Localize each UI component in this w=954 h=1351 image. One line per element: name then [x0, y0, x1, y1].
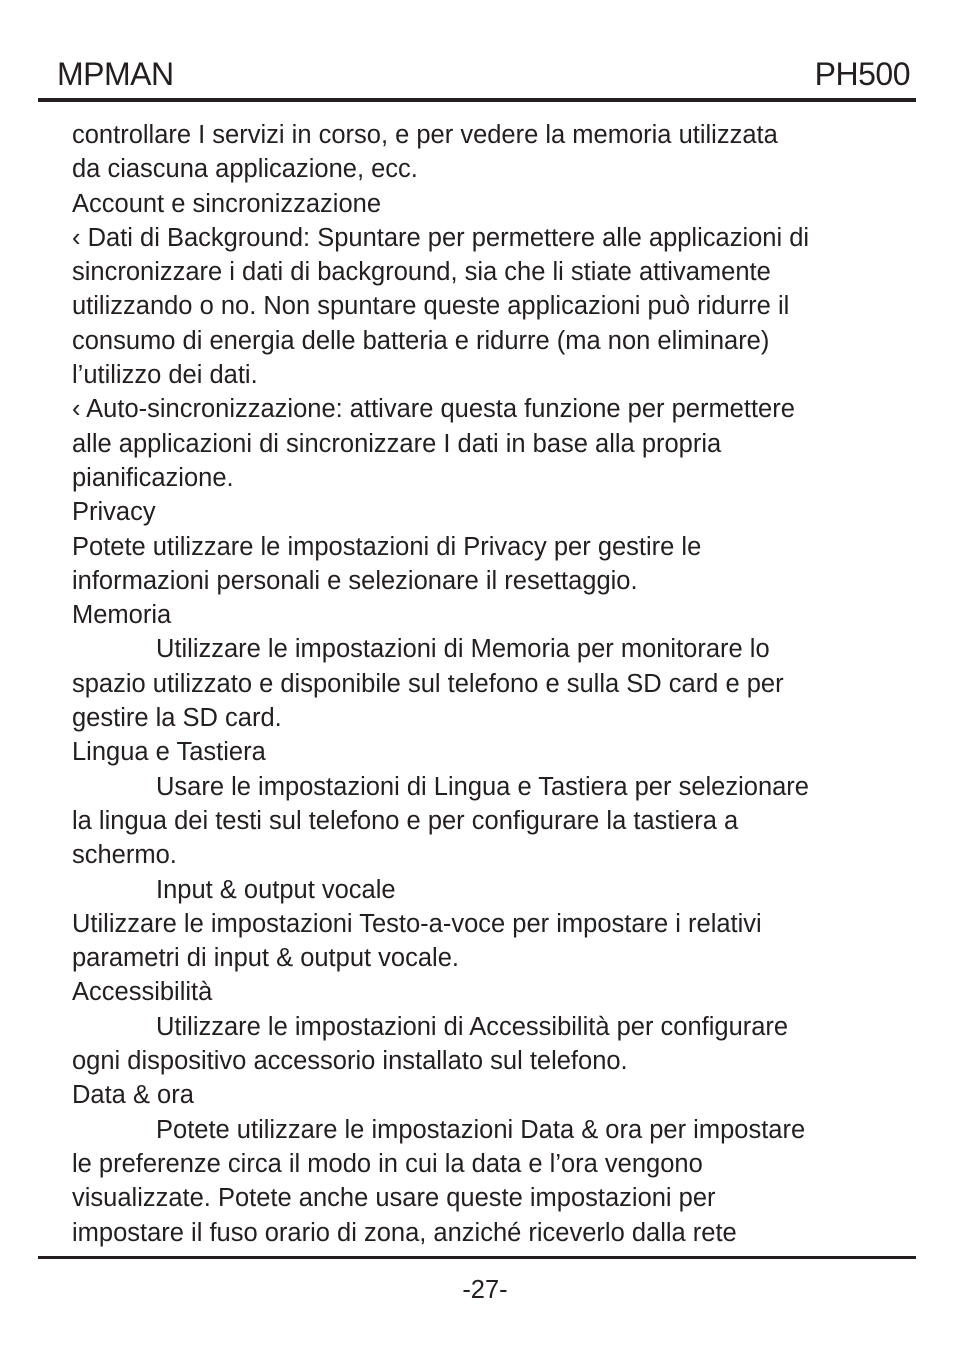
text-line: ogni dispositivo accessorio installato sul telefono.: [72, 1047, 628, 1076]
text-line: controllare I servizi in corso, e per vedere la memoria utilizzata: [72, 121, 778, 149]
text-line: Utilizzare le impostazioni di Memoria per monitorare lo: [156, 635, 770, 664]
text-line: pianificazione.: [72, 463, 234, 492]
text-line: Data & ora: [72, 1081, 194, 1110]
text-line: sincronizzare i dati di background, sia che li stiate attivamente: [72, 258, 771, 287]
text-line: ‹ Dati di Background: Spuntare per permettere alle applicazioni di: [72, 223, 810, 252]
text-line: Accessibilità: [72, 978, 213, 1007]
text-line: impostare il fuso orario di zona, anziché riceverlo dalla rete: [72, 1218, 737, 1247]
text-line: Utilizzare le impostazioni Testo-a-voce per impostare i relativi: [72, 909, 762, 938]
text-line: alle applicazioni di sincronizzare I dati in base alla propria: [72, 429, 722, 458]
text-line: Memoria: [72, 601, 172, 630]
text-line: consumo di energia delle batteria e ridurre (ma non eliminare): [72, 326, 770, 355]
text-line: le preferenze circa il modo in cui la data e l’ora vengono: [72, 1149, 703, 1178]
text-line: Usare le impostazioni di Lingua e Tastiera per selezionare: [156, 772, 809, 801]
text-line: Lingua e Tastiera: [72, 738, 266, 767]
text-line: gestire la SD card.: [72, 704, 282, 733]
text-line: l’utilizzo dei dati.: [72, 361, 258, 390]
text-line: da ciascuna applicazione, ecc.: [72, 155, 418, 184]
text-line: ‹ Auto-sincronizzazione: attivare questa funzione per permettere: [72, 395, 795, 424]
text-line: visualizzate. Potete anche usare queste impostazioni per: [72, 1184, 716, 1213]
text-line: Account e sincronizzazione: [72, 189, 382, 218]
page-body: [72, 118, 902, 1250]
text-line: Privacy: [72, 498, 156, 527]
header-divider: [38, 98, 916, 102]
text-line: utilizzando o no. Non spuntare queste applicazioni può ridurre il: [72, 292, 790, 321]
text-line: informazioni personali e selezionare il resettaggio.: [72, 566, 638, 595]
text-line: la lingua dei testi sul telefono e per configurare la tastiera a: [72, 806, 739, 835]
text-line: Potete utilizzare le impostazioni di Privacy per gestire le: [72, 532, 702, 561]
page-number: -27-: [462, 1276, 508, 1304]
header-brand: MPMAN: [57, 56, 174, 92]
text-line: schermo.: [72, 841, 177, 870]
header-model: PH500: [814, 56, 910, 92]
text-line: Utilizzare le impostazioni di Accessibilità per configurare: [156, 1012, 789, 1041]
text-line: spazio utilizzato e disponibile sul telefono e sulla SD card e per: [72, 669, 784, 698]
text-line: Input & output vocale: [156, 875, 396, 904]
text-line: parametri di input & output vocale.: [72, 944, 459, 973]
text-line: Potete utilizzare le impostazioni Data & ora per impostare: [156, 1115, 806, 1144]
footer-divider: [38, 1256, 916, 1259]
